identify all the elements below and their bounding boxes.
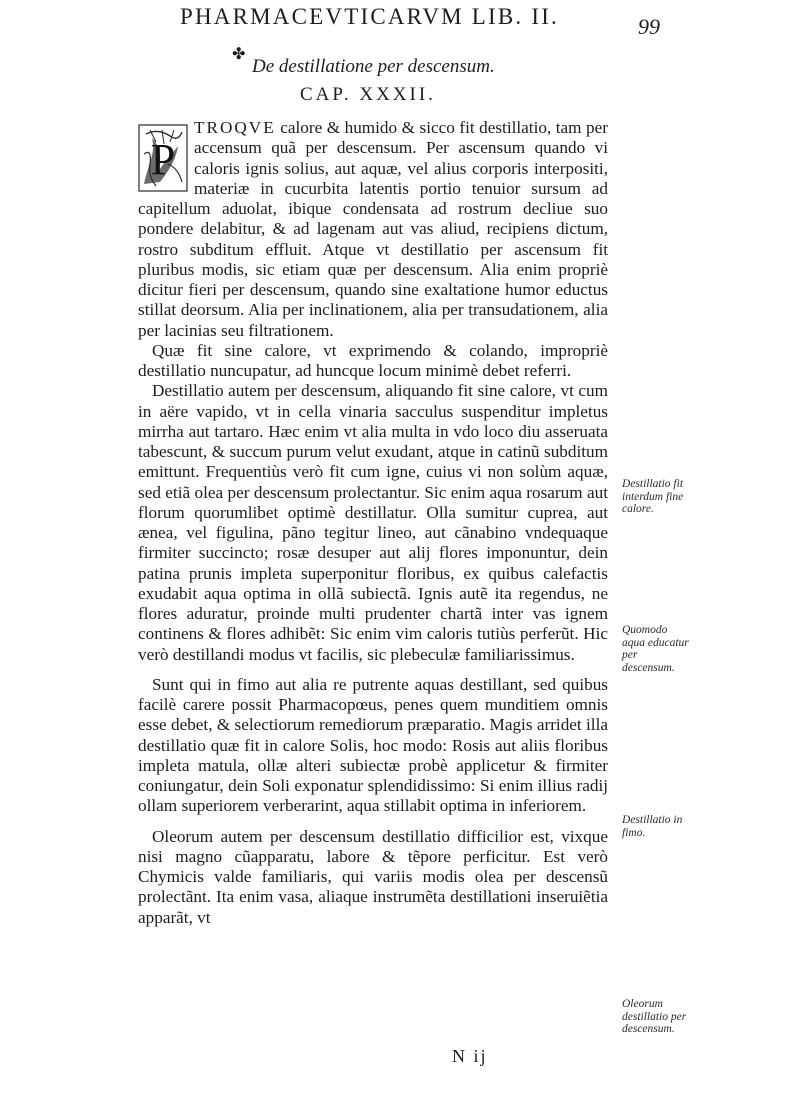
fleuron-ornament-icon: ✤ <box>232 46 246 63</box>
paragraph-text: Sunt qui in fimo aut alia re putrente aquas destillant, sed quibus facilè carere possit Pharmacopœus, penes quem munditiem omnis esse debet, & selectiorum remediorum præparatio. Magis arridet illa destillatio quæ fit in calore Solis, hoc modo: Rosis aut aliis floribus impleta matula, ollæ alteri subiectæ probè applicetur & firmiter coniungatur, dein Soli exponatur splendidissimo: Si enim illius radij ollam superiorem verberarint, aqua stillabit optima in inferiorem. <box>138 674 608 816</box>
paragraph <box>138 827 608 928</box>
svg-text:P: P <box>150 135 176 184</box>
running-title: PHARMACEVTICARVM LIB. II. <box>180 4 559 29</box>
chapter-heading: CAP. XXXII. <box>300 84 436 105</box>
signature-mark: N ij <box>452 1046 488 1066</box>
margin-note: Destillatio in fimo. <box>622 814 683 839</box>
paragraph-text: Oleorum autem per descensum destillatio difficilior est, vixque nisi magno cũapparatu, labore & tẽpore perficitur. Est verò Chymicis valde familiaris, qui variis modis olea per descensũ prolectãnt. Ita enim vasa, aliaque instrumẽta destillationi inseruiẽtia apparãt, vt <box>138 826 608 927</box>
chapter-body <box>138 118 608 928</box>
paragraph-text: Quæ fit sine calore, vt exprimendo & colando, impropriè destillatio nuncupatur, ad huncque locum minimè debet referri. <box>138 340 608 380</box>
paragraph <box>138 381 608 665</box>
paragraph <box>138 675 608 817</box>
margin-note: Oleorum destillatio per descensum. <box>622 998 687 1035</box>
page-number: 99 <box>638 14 660 39</box>
paragraph-lead-word: TROQVE <box>194 118 276 137</box>
running-head <box>180 4 660 39</box>
paragraph-text: Destillatio autem per descensum, aliquando fit sine calore, vt cum in aëre vapido, vt in cella vinaria sacculus suspenditur impletus mirrha aut tartaro. Hæc enim vt alia multa in vdo loco diu asseruata tabescunt, & succum purum velut exudant, atque in catinũ subditum emittunt. Frequentiùs verò fit cum igne, cuius vi non solùm aquæ, sed etiã olea per descensum prolectantur. Sic enim aqua rosarum aut florum quorumlibet optimè destillatur. Olla sumitur cuprea, aut ænea, vel figulina, pãno tegitur lineo, aut cãnabino vndequaque firmiter succincto; rosæ desuper aut alij flores imponuntur, dein patina prunis impleta superponitur floribus, ex quibus calefactis exudabit aqua optima in ollã subiectã. Ignis autẽ ita regendus, ne flores aduratur, proinde multi prudenter chartã inter vas ignem continens & flores adhibẽt: Sic enim vim caloris tutiùs perferũt. Hic verò destillandi modus vt facilis, sic plebeculæ familiarissimus. <box>138 381 608 664</box>
section-title: De destillatione per descensum. <box>252 56 495 77</box>
margin-note: Destillatio fit interdum fine calore. <box>622 478 684 515</box>
paragraph-text: calore & humido & sicco fit destillatio, tam per accensum quã per descensum. Per ascensum quando vi caloris ignis solius, aut aquæ, vel alius corporis interpositi, materiæ in cucurbita latentis portio tenuior sursum ad capitellum aduolat, ibique condensata ad rostrum decliue suo pondere delabitur, & ad lagenam aut vas aliud, recipiens dictum, rostro subditum effluit. Atque vt destillatio per ascensum fit pluribus modis, sic etiam quæ per descensum. Alia enim propriè dicitur fieri per descensum, quando sine exaltatione humor eductus stillat deorsum. Alia per inclinationem, alia per transudationem, alia per lacinias seu filtrationem. <box>138 118 608 340</box>
paragraph <box>138 341 608 382</box>
paragraph <box>138 118 608 341</box>
margin-note: Quomodo aqua educatur per descensum. <box>622 624 689 674</box>
